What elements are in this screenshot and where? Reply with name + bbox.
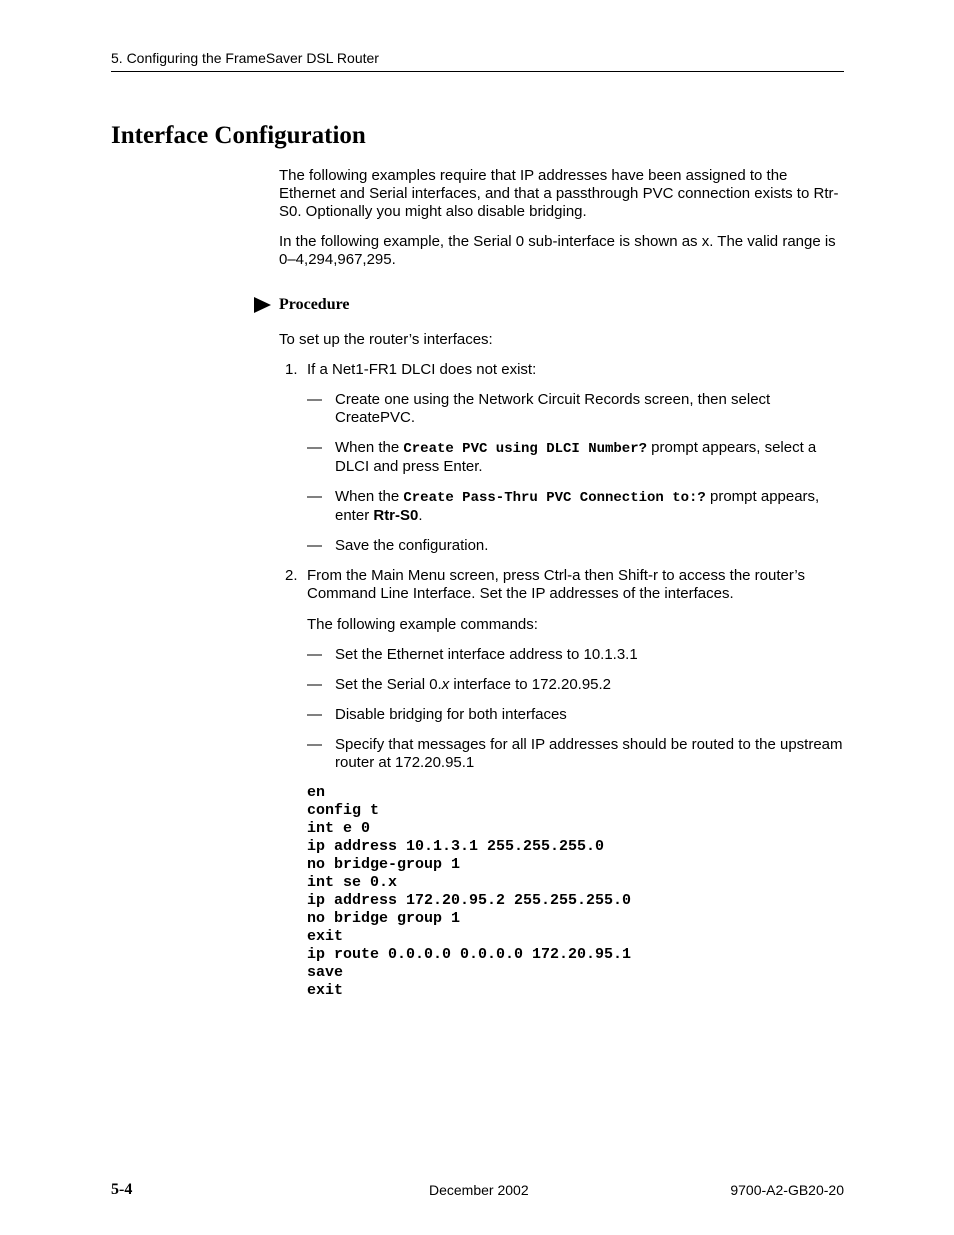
dash-bullet: —: [307, 676, 322, 693]
list-item-text: When the: [335, 439, 404, 456]
list-item-text: interface to 172.20.95.2: [449, 676, 612, 693]
page-number: 5-4: [111, 1181, 133, 1198]
step-subtext: The following example commands:: [307, 616, 538, 633]
running-head: 5. Configuring the FrameSaver DSL Router: [111, 50, 379, 66]
entry-value: Rtr-S0: [373, 507, 419, 524]
list-item-text: Create one using the Network Circuit Records screen, then select CreatePVC.: [335, 391, 771, 426]
list-item: [307, 736, 844, 772]
dash-bullet: —: [307, 706, 322, 723]
list-item-text: Specify that messages for all IP addresses should be routed to the upstream router at 172.20.95.1: [335, 736, 843, 771]
footer-date: December 2002: [429, 1182, 529, 1198]
list-item: [307, 439, 844, 476]
step-2: [279, 567, 844, 1000]
procedure-heading-label: Procedure: [279, 296, 350, 313]
list-item: [307, 676, 844, 694]
list-item-text: prompt appears, select a DLCI and press Enter.: [335, 439, 817, 475]
dash-bullet: —: [307, 488, 322, 505]
dash-bullet: —: [307, 646, 322, 663]
list-item-text: When the: [335, 488, 404, 505]
prompt-code: Create PVC using DLCI Number?: [403, 441, 648, 457]
header-rule: [111, 71, 844, 72]
list-item: [307, 706, 844, 724]
step-text: If a Net1-FR1 DLCI does not exist:: [307, 361, 537, 378]
list-item-text: .: [418, 507, 423, 524]
step-text: From the Main Menu screen, press Ctrl-a then Shift-r to access the router’s Command Line Interface. Set the IP addresses of the interfaces.: [307, 567, 805, 602]
list-item-text: prompt appears, enter: [335, 488, 820, 524]
list-item-text: Disable bridging for both interfaces: [335, 706, 567, 723]
list-item-text: Save the configuration.: [335, 537, 489, 554]
step-number: 1.: [285, 361, 298, 378]
procedure-arrow-icon: [254, 297, 271, 313]
list-item: [307, 488, 844, 525]
command-code-block: en config t int e 0 ip address 10.1.3.1 255.255.255.0 no bridge-group 1 int se 0.x ip address 172.20.95.2 255.255.255.0 no bridge group 1 exit ip route 0.0.0.0 0.0.0.0 172.20.95.1 save exit: [307, 784, 632, 999]
section-title: Interface Configuration: [111, 122, 366, 149]
dash-bullet: —: [307, 391, 322, 408]
dash-bullet: —: [307, 439, 322, 456]
list-item: [307, 537, 844, 555]
dash-bullet: —: [307, 736, 322, 753]
section-body: [279, 167, 844, 1012]
procedure-heading: [279, 295, 844, 315]
list-item-text: Set the Serial 0.: [335, 676, 442, 693]
intro-paragraph-1: The following examples require that IP addresses have been assigned to the Ethernet and Serial interfaces, and that a passthrough PVC connection exists to Rtr-S0. Optionally you might also disable bridging.: [279, 167, 839, 220]
dash-bullet: —: [307, 537, 322, 554]
procedure-lead: To set up the router’s interfaces:: [279, 331, 493, 348]
step-1: [279, 361, 844, 555]
intro-paragraph-2: In the following example, the Serial 0 sub-interface is shown as x. The valid range is 0–4,294,967,295.: [279, 233, 836, 268]
list-item: [307, 391, 844, 427]
variable-x: x: [441, 676, 450, 693]
prompt-code: Create Pass-Thru PVC Connection to:?: [403, 490, 706, 506]
step-number: 2.: [285, 567, 298, 584]
document-number: 9700-A2-GB20-20: [730, 1182, 844, 1198]
list-item: [307, 646, 844, 664]
list-item-text: Set the Ethernet interface address to 10.1.3.1: [335, 646, 638, 663]
